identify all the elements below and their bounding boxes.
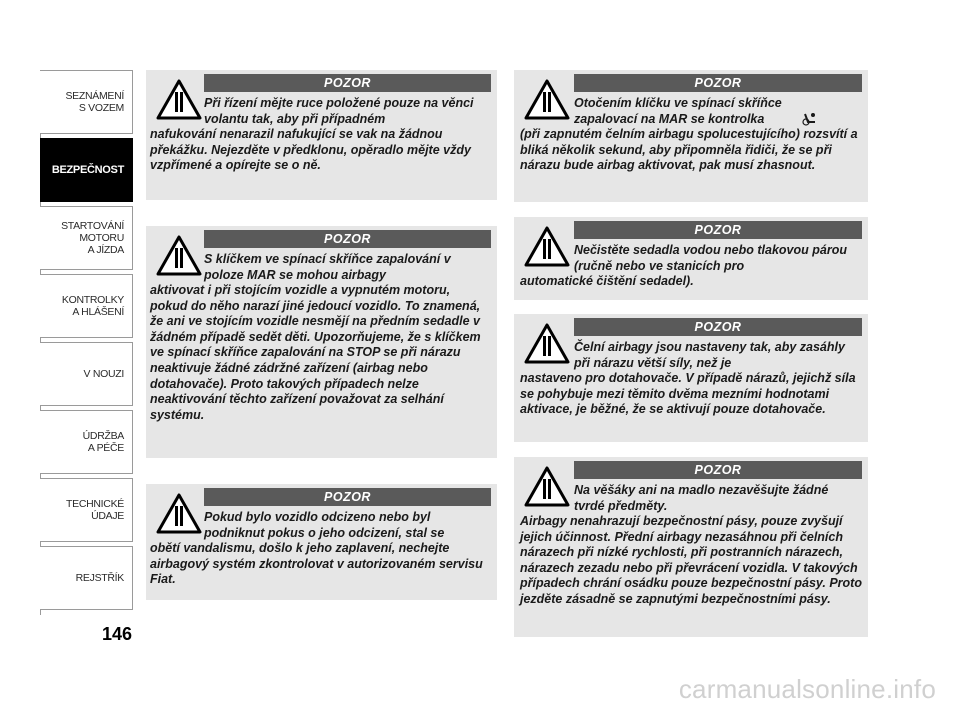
warning-heading: POZOR	[574, 221, 862, 239]
tab-rejstrik[interactable]	[40, 546, 133, 610]
warning-text-first: Otočením klíčku ve spínací skříňce zapalovací na MAR se kontrolka	[574, 96, 782, 126]
tab-bezpecnost[interactable]	[40, 138, 133, 202]
warning-heading: POZOR	[574, 461, 862, 479]
tab-label: STARTOVÁNÍ MOTORU A JÍZDA	[61, 220, 124, 256]
warning-text: obětí vandalismu, došlo k jeho zaplavení, nechejte airbagový systém zkontrolovat v autorizovaném servisu Fiat.	[150, 541, 483, 587]
tab-label: TECHNICKÉ ÚDAJE	[66, 498, 124, 522]
warning-triangle-icon	[524, 225, 570, 267]
warning-box	[514, 457, 868, 637]
tab-v-nouzi[interactable]	[40, 342, 133, 406]
warning-triangle-icon	[156, 234, 202, 276]
warning-triangle-icon	[524, 78, 570, 120]
tab-label: KONTROLKY A HLÁŠENÍ	[61, 294, 124, 318]
warning-heading: POZOR	[574, 74, 862, 92]
warning-heading: POZOR	[574, 318, 862, 336]
tab-kontrolky[interactable]	[40, 274, 133, 338]
tab-technicke[interactable]	[40, 478, 133, 542]
tab-seznameni[interactable]	[40, 70, 133, 134]
warning-triangle-icon	[524, 322, 570, 364]
warning-text-first: S klíčkem ve spínací skříňce zapalování v poloze MAR se mohou airbagy	[204, 252, 451, 282]
warning-text-first: Nečistěte sedadla vodou nebo tlakovou párou (ručně nebo ve stanicích pro	[574, 243, 847, 273]
warning-box	[514, 70, 868, 202]
warning-box	[514, 314, 868, 442]
warning-text: (při zapnutém čelním airbagu spolucestujícího) rozsvítí a bliká několik sekund, aby připomněla řidiči, že se při nárazu bude airbag aktivovat, pak musí zhasnout.	[520, 127, 858, 173]
warning-text: automatické čištění sedadel).	[520, 274, 694, 288]
airbag-warning-icon	[802, 112, 818, 126]
warning-box	[146, 70, 497, 200]
warning-text: aktivovat i při stojícím vozidle a vypnutém motoru, pokud do něho narazí jiné jedoucí vozidlo. To znamená, že ani ve stojícím vozidle nesmějí na předním sedadle v žádném případě sedět děti. Upozorňujeme, že s klíčkem ve spínací skříňce zapalování na STOP se při nárazu neaktivuje žádné zádržné zařízení (airbag nebo dotahovače). Proto takových případech nelze neaktivování těchto zařízení považovat za selhání systému.	[150, 283, 481, 422]
warning-text: Airbagy nenahrazují bezpečnostní pásy, pouze zvyšují jejich účinnost. Přední airbagy nezasáhnou při čelních nárazech při nízké rychlosti, při postranních nárazech, nárazech zezadu nebo při převrácení vozidla. V takových případech chrání osádku pouze bezpečnostní pásy. Proto jezděte zásadně se zapnutými bezpečnostními pásy.	[520, 514, 862, 606]
warning-triangle-icon	[524, 465, 570, 507]
warning-triangle-icon	[156, 492, 202, 534]
tab-label: ÚDRŽBA A PÉČE	[82, 430, 124, 454]
warning-box	[146, 226, 497, 458]
warning-text: nafukování nenarazil nafukující se vak na žádnou překážku. Nejezděte v předklonu, opěradlo mějte vždy vzpřímené a opírejte se o ně.	[150, 127, 471, 173]
warning-box	[146, 484, 497, 600]
warning-heading: POZOR	[204, 488, 491, 506]
watermark: carmanualsonline.info	[678, 674, 936, 704]
warning-text-first: Pokud bylo vozidlo odcizeno nebo byl podniknut pokus o jeho odcizení, stal se	[204, 510, 445, 540]
tab-label: REJSTŘÍK	[75, 572, 124, 584]
warning-triangle-icon	[156, 78, 202, 120]
tab-label: SEZNÁMENÍ S VOZEM	[65, 90, 124, 114]
tab-udrzba[interactable]	[40, 410, 133, 474]
warning-text-first: Čelní airbagy jsou nastaveny tak, aby zasáhly při nárazu větší síly, než je	[574, 340, 845, 370]
warning-text-first: Na věšáky ani na madlo nezavěšujte žádné tvrdé předměty.	[574, 483, 829, 513]
warning-text-first: Při řízení mějte ruce položené pouze na věnci volantu tak, aby při případném	[204, 96, 474, 126]
warning-heading: POZOR	[204, 230, 491, 248]
tab-label: V NOUZI	[83, 368, 124, 380]
warning-box	[514, 217, 868, 300]
tab-label: BEZPEČNOST	[51, 164, 124, 176]
page-number: 146	[102, 624, 133, 644]
warning-heading: POZOR	[204, 74, 491, 92]
tab-startovani[interactable]	[40, 206, 133, 270]
warning-text: nastaveno pro dotahovače. V případě nárazů, jejichž síla se pohybuje mezi těmito dvěma mezními hodnotami aktivace, je běžné, že se aktivují pouze dotahovače.	[520, 371, 856, 417]
